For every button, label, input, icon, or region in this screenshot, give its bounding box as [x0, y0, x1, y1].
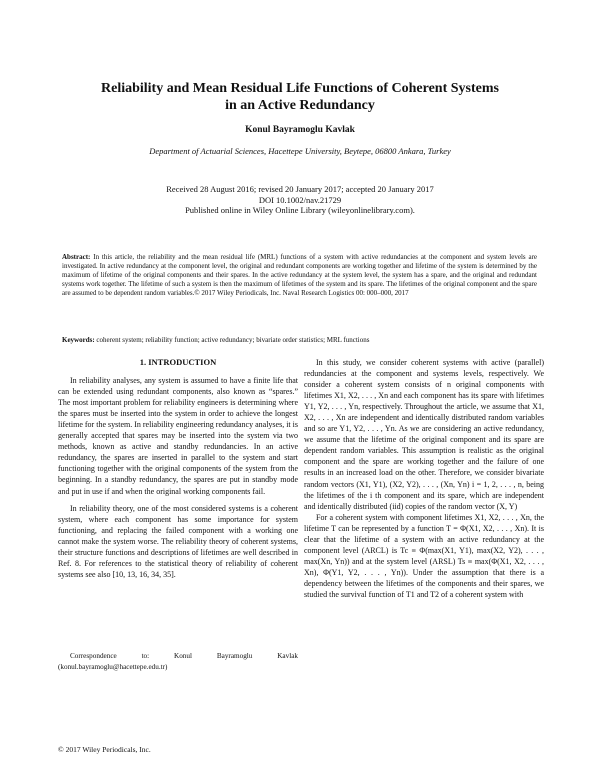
received-dates: Received 28 August 2016; revised 20 January 2017; accepted 20 January 2017: [166, 184, 434, 194]
intro-paragraph-1: In reliability analyses, any system is assumed to have a finite life that can be extended using redundant components, also known as “spares.” The most important problem for reliability engineers is determining where the spares must be inserted into the system in order to achieve the longest lifetime for the system. In reliability engineering redundancy analyses, it is generally accepted that spares may be inserted into the system via two methods, known as active and standby redundancies. In an active redundancy, the spares are inserted in parallel to the system and start functioning together with the original components of the system from the beginning. In a standby redundancy, the spares are put in standby mode and put in use if and when the original working components fail.: [58, 376, 298, 496]
study-paragraph-1: In this study, we consider coherent systems with active (parallel) redundancies at the component and systems levels, respectively. We consider a coherent system consists of n original components with lifetimes X1, X2, . . . , Xn and each component has its spare with lifetimes Y1, Y2, . . . , Yn, respectively. Throughout the article, we assume that X1, X2, . . . , Xn are independent and identically distributed random variables and so are Y1, Y2, . . . , Yn. As we are considering an active redundancy, we assume that the lifetime of the original component and its spare are dependent random variables. This assumption is realistic as the original component and the spare are working together and the failure of one results in an increased load on the other. Therefore, we consider bivariate random vectors (X1, Y1), (X2, Y2), . . . , (Xn, Yn) i = 1, 2, . . . , n, being the lifetimes of the i th component and its spare, which are independent and identically distributed (iid) copies of the random vector (X, Y): [304, 358, 544, 511]
doi: DOI 10.1002/nav.21729: [258, 194, 342, 205]
abstract: [62, 253, 537, 298]
correspondence-footnote: Correspondence to: Konul Bayramoglu Kavlak (konul.bayramoglu@hacettepe.edu.tr): [58, 652, 298, 671]
title-line-1: Reliability and Mean Residual Life Functions of Coherent Systems: [101, 81, 499, 96]
author-name: Konul Bayramoglu Kavlak: [245, 125, 355, 135]
keywords-text: coherent system; reliability function; active redundancy; bivariate order statistics; MRL functions: [96, 336, 370, 344]
keywords-label: Keywords:: [62, 336, 95, 344]
left-column: [58, 357, 298, 580]
section-heading-introduction: 1. INTRODUCTION: [139, 357, 217, 367]
title-line-2: in an Active Redundancy: [225, 98, 375, 113]
abstract-text: In this article, the reliability and the mean residual life (MRL) functions of a system with active redundancies at the component and system levels are investigated. In active redundancy at the component level, the original and redundant components are working together and lifetime of the system is determined by the maximum of lifetime of the original components and their spares. In the active redundancy at the system level, the system has a spare, and the original and redundant systems work together. The lifetime of such a system is then the maximum of lifetimes of the system and its spare. The lifetimes of the original component and the spare are assumed to be dependent random variables.© 2017 Wiley Periodicals, Inc. Naval Research Logistics 00: 000–000, 2017: [62, 253, 538, 298]
right-column: [304, 357, 544, 600]
author-affiliation: Department of Actuarial Sciences, Hacettepe University, Beytepe, 06800 Ankara, Turkey: [149, 146, 451, 156]
keywords: [62, 336, 537, 344]
intro-paragraph-2: In reliability theory, one of the most considered systems is a coherent system, where each component has some importance for system functioning, and replacing the failed component with a working one cannot make the system worse. The reliability theory of coherent systems, their structure functions and descriptions of lifetimes are well described in Ref. 8. For references to the statistical theory of reliability of coherent systems see also [10, 13, 16, 34, 35].: [58, 503, 298, 579]
published-online: Published online in Wiley Online Library (wileyonlinelibrary.com).: [185, 205, 415, 215]
publication-info: [40, 184, 560, 216]
abstract-label: Abstract:: [62, 253, 91, 261]
copyright-notice: © 2017 Wiley Periodicals, Inc.: [58, 745, 151, 754]
study-paragraph-2: For a coherent system with component lifetimes X1, X2, . . . , Xn, the lifetime T can be represented by a function T = Φ(X1, X2, . . . , Xn). It is clear that the lifetime of a system with an active redundancy at the component level (ARCL) is Tc ≡ Φ(max(X1, Y1), max(X2, Y2), . . . , max(Xn, Yn)) and at the system level (ARSL) Ts ≡ max(Φ(X1, X2, . . . , Xn), Φ(Y1, Y2, . . . , Yn)). Under the assumption that there is a dependency between the lifetimes of the components and their spares, we studied the survival function of T1 and T2 of a coherent system with: [304, 512, 544, 599]
paper-title: [40, 80, 560, 114]
